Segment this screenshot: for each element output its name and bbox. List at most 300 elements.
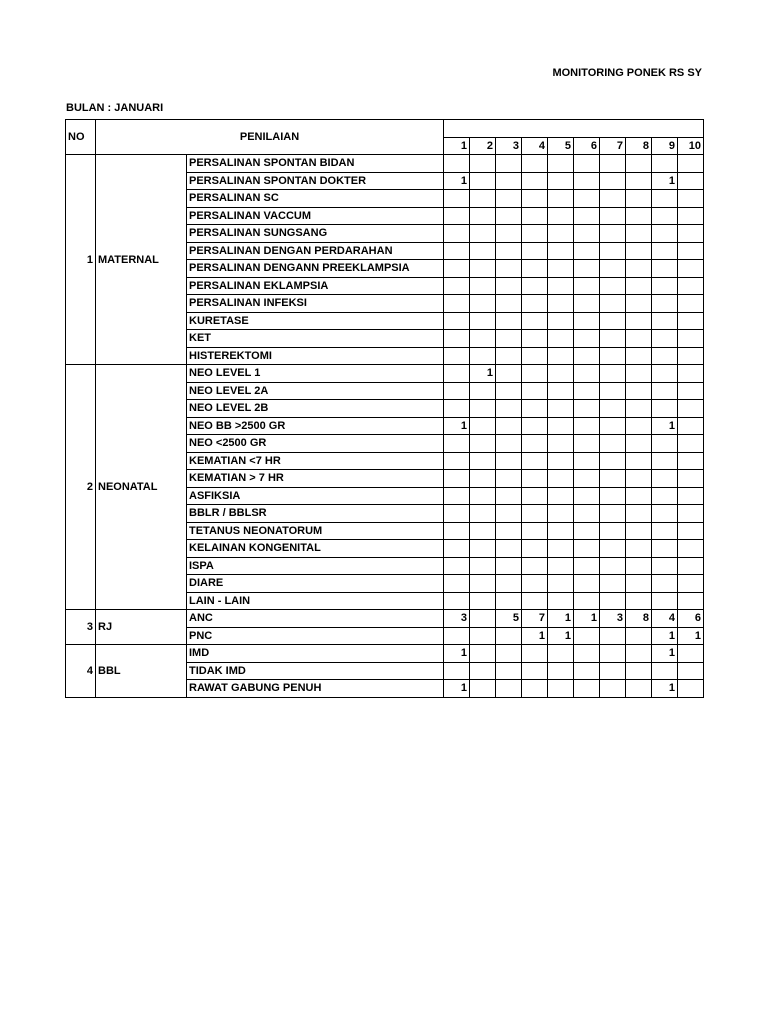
row-label: NEO LEVEL 1 <box>187 365 444 383</box>
value-cell <box>678 242 704 260</box>
value-cell <box>470 260 496 278</box>
row-label: HISTEREKTOMI <box>187 347 444 365</box>
value-cell <box>548 260 574 278</box>
value-cell <box>574 557 600 575</box>
value-cell <box>496 347 522 365</box>
value-cell <box>626 487 652 505</box>
value-cell <box>444 347 470 365</box>
value-cell <box>444 190 470 208</box>
value-cell <box>678 277 704 295</box>
value-cell: 1 <box>444 645 470 663</box>
row-label: KET <box>187 330 444 348</box>
value-cell <box>522 207 548 225</box>
value-cell <box>678 225 704 243</box>
value-cell <box>678 505 704 523</box>
value-cell <box>574 487 600 505</box>
value-cell <box>496 487 522 505</box>
value-cell <box>444 330 470 348</box>
value-cell <box>600 155 626 173</box>
value-cell: 1 <box>548 627 574 645</box>
value-cell <box>574 470 600 488</box>
value-cell <box>548 225 574 243</box>
value-cell <box>548 365 574 383</box>
value-cell: 1 <box>444 417 470 435</box>
day-column-header: 7 <box>600 137 626 155</box>
table-row <box>66 365 704 383</box>
value-cell: 1 <box>652 172 678 190</box>
value-cell <box>652 400 678 418</box>
value-cell <box>626 627 652 645</box>
value-cell <box>444 522 470 540</box>
value-cell <box>444 540 470 558</box>
group-number: 3 <box>66 610 96 645</box>
value-cell <box>652 365 678 383</box>
value-cell <box>522 470 548 488</box>
value-cell <box>522 452 548 470</box>
value-cell <box>496 155 522 173</box>
row-label: RAWAT GABUNG PENUH <box>187 680 444 698</box>
value-cell <box>678 470 704 488</box>
value-cell <box>444 575 470 593</box>
value-cell <box>470 277 496 295</box>
value-cell <box>522 557 548 575</box>
value-cell <box>678 190 704 208</box>
value-cell: 1 <box>574 610 600 628</box>
value-cell <box>678 155 704 173</box>
value-cell <box>678 417 704 435</box>
value-cell <box>626 400 652 418</box>
value-cell <box>548 540 574 558</box>
value-cell <box>522 540 548 558</box>
value-cell <box>626 522 652 540</box>
value-cell <box>496 627 522 645</box>
value-cell: 7 <box>522 610 548 628</box>
value-cell <box>444 662 470 680</box>
value-cell <box>574 172 600 190</box>
value-cell <box>470 382 496 400</box>
table-row <box>66 610 704 628</box>
value-cell <box>678 680 704 698</box>
value-cell <box>574 540 600 558</box>
value-cell <box>522 382 548 400</box>
value-cell <box>548 575 574 593</box>
value-cell <box>652 155 678 173</box>
value-cell: 1 <box>652 680 678 698</box>
value-cell <box>496 557 522 575</box>
value-cell <box>600 347 626 365</box>
value-cell <box>574 505 600 523</box>
value-cell <box>600 207 626 225</box>
value-cell <box>652 522 678 540</box>
group-number: 1 <box>66 155 96 365</box>
value-cell <box>470 435 496 453</box>
value-cell <box>522 487 548 505</box>
value-cell <box>626 207 652 225</box>
value-cell <box>678 365 704 383</box>
monitoring-table <box>65 119 704 698</box>
value-cell <box>574 645 600 663</box>
row-label: NEO BB >2500 GR <box>187 417 444 435</box>
row-label: KELAINAN KONGENITAL <box>187 540 444 558</box>
value-cell <box>470 242 496 260</box>
value-cell <box>600 417 626 435</box>
value-cell <box>522 435 548 453</box>
value-cell <box>600 627 626 645</box>
value-cell <box>678 400 704 418</box>
value-cell <box>600 277 626 295</box>
row-label: PERSALINAN DENGAN PERDARAHAN <box>187 242 444 260</box>
day-column-header: 9 <box>652 137 678 155</box>
value-cell <box>470 312 496 330</box>
value-cell <box>470 627 496 645</box>
value-cell <box>496 662 522 680</box>
value-cell <box>626 592 652 610</box>
value-cell <box>522 242 548 260</box>
day-column-header: 2 <box>470 137 496 155</box>
value-cell <box>496 242 522 260</box>
value-cell <box>574 347 600 365</box>
value-cell <box>652 662 678 680</box>
value-cell <box>496 207 522 225</box>
value-cell: 1 <box>522 627 548 645</box>
value-cell <box>574 242 600 260</box>
value-cell <box>574 155 600 173</box>
value-cell <box>548 330 574 348</box>
value-cell: 1 <box>652 627 678 645</box>
value-cell <box>496 312 522 330</box>
value-cell <box>600 190 626 208</box>
value-cell <box>548 347 574 365</box>
value-cell <box>444 470 470 488</box>
value-cell <box>470 400 496 418</box>
row-label: NEO LEVEL 2A <box>187 382 444 400</box>
value-cell <box>652 260 678 278</box>
value-cell: 1 <box>548 610 574 628</box>
row-label: BBLR / BBLSR <box>187 505 444 523</box>
value-cell <box>574 382 600 400</box>
value-cell <box>600 645 626 663</box>
value-cell <box>496 470 522 488</box>
column-header-penilaian: PENILAIAN <box>96 120 444 155</box>
value-cell <box>522 662 548 680</box>
value-cell <box>574 417 600 435</box>
value-cell <box>600 312 626 330</box>
column-header-no: NO <box>66 120 96 155</box>
value-cell: 1 <box>678 627 704 645</box>
value-cell <box>600 452 626 470</box>
value-cell <box>522 347 548 365</box>
value-cell <box>470 452 496 470</box>
value-cell <box>496 575 522 593</box>
value-cell: 3 <box>444 610 470 628</box>
value-cell <box>522 592 548 610</box>
value-cell <box>522 417 548 435</box>
value-cell <box>678 435 704 453</box>
value-cell <box>444 627 470 645</box>
value-cell <box>626 680 652 698</box>
value-cell <box>522 522 548 540</box>
day-header-band <box>444 120 704 138</box>
value-cell <box>626 382 652 400</box>
value-cell <box>496 540 522 558</box>
value-cell <box>600 400 626 418</box>
value-cell <box>678 540 704 558</box>
value-cell <box>626 190 652 208</box>
value-cell <box>678 592 704 610</box>
value-cell <box>652 540 678 558</box>
value-cell: 4 <box>652 610 678 628</box>
value-cell <box>444 592 470 610</box>
value-cell <box>652 347 678 365</box>
row-label: NEO LEVEL 2B <box>187 400 444 418</box>
value-cell <box>652 470 678 488</box>
value-cell <box>626 540 652 558</box>
value-cell <box>574 260 600 278</box>
value-cell <box>626 557 652 575</box>
value-cell <box>600 242 626 260</box>
value-cell <box>548 417 574 435</box>
value-cell <box>678 487 704 505</box>
value-cell <box>678 645 704 663</box>
value-cell <box>626 417 652 435</box>
value-cell <box>496 400 522 418</box>
value-cell <box>522 400 548 418</box>
row-label: KEMATIAN <7 HR <box>187 452 444 470</box>
value-cell <box>652 575 678 593</box>
value-cell <box>548 592 574 610</box>
value-cell <box>600 382 626 400</box>
value-cell <box>574 680 600 698</box>
value-cell <box>444 225 470 243</box>
value-cell <box>626 172 652 190</box>
value-cell <box>626 347 652 365</box>
row-label: NEO <2500 GR <box>187 435 444 453</box>
value-cell <box>626 277 652 295</box>
value-cell <box>626 260 652 278</box>
value-cell <box>522 645 548 663</box>
value-cell <box>470 575 496 593</box>
value-cell <box>600 592 626 610</box>
value-cell <box>496 260 522 278</box>
value-cell <box>600 295 626 313</box>
value-cell <box>496 277 522 295</box>
value-cell <box>444 312 470 330</box>
value-cell <box>496 225 522 243</box>
value-cell <box>678 575 704 593</box>
row-label: ASFIKSIA <box>187 487 444 505</box>
value-cell <box>626 470 652 488</box>
table-body <box>66 120 704 698</box>
value-cell <box>678 452 704 470</box>
value-cell: 5 <box>496 610 522 628</box>
value-cell <box>652 382 678 400</box>
day-column-header: 1 <box>444 137 470 155</box>
day-column-header: 6 <box>574 137 600 155</box>
value-cell <box>522 155 548 173</box>
row-label: KURETASE <box>187 312 444 330</box>
value-cell <box>522 277 548 295</box>
value-cell <box>444 207 470 225</box>
value-cell <box>626 365 652 383</box>
value-cell <box>444 277 470 295</box>
value-cell <box>444 435 470 453</box>
value-cell <box>678 557 704 575</box>
value-cell <box>548 505 574 523</box>
value-cell <box>600 470 626 488</box>
value-cell <box>496 417 522 435</box>
value-cell <box>522 312 548 330</box>
value-cell <box>600 435 626 453</box>
group-name: MATERNAL <box>96 155 187 365</box>
value-cell <box>600 680 626 698</box>
value-cell <box>600 505 626 523</box>
value-cell <box>574 575 600 593</box>
value-cell <box>652 225 678 243</box>
value-cell <box>444 557 470 575</box>
value-cell <box>444 382 470 400</box>
value-cell <box>574 522 600 540</box>
day-column-header: 10 <box>678 137 704 155</box>
table-row <box>66 645 704 663</box>
value-cell <box>522 575 548 593</box>
value-cell <box>600 557 626 575</box>
value-cell <box>600 330 626 348</box>
value-cell <box>470 662 496 680</box>
value-cell <box>678 312 704 330</box>
value-cell <box>574 627 600 645</box>
value-cell <box>574 207 600 225</box>
value-cell <box>678 172 704 190</box>
value-cell <box>470 557 496 575</box>
value-cell <box>652 207 678 225</box>
value-cell <box>470 470 496 488</box>
value-cell <box>470 347 496 365</box>
value-cell <box>470 522 496 540</box>
value-cell <box>522 260 548 278</box>
value-cell <box>626 295 652 313</box>
row-label: PERSALINAN SUNGSANG <box>187 225 444 243</box>
value-cell <box>548 242 574 260</box>
value-cell <box>600 540 626 558</box>
value-cell <box>626 662 652 680</box>
value-cell: 6 <box>678 610 704 628</box>
value-cell <box>496 452 522 470</box>
row-label: PERSALINAN SPONTAN DOKTER <box>187 172 444 190</box>
value-cell <box>678 522 704 540</box>
value-cell <box>522 680 548 698</box>
value-cell <box>470 610 496 628</box>
value-cell <box>574 312 600 330</box>
value-cell <box>626 505 652 523</box>
value-cell <box>496 680 522 698</box>
day-column-header: 5 <box>548 137 574 155</box>
value-cell <box>678 662 704 680</box>
value-cell <box>600 365 626 383</box>
value-cell <box>470 155 496 173</box>
value-cell <box>470 540 496 558</box>
day-column-header: 4 <box>522 137 548 155</box>
value-cell <box>678 382 704 400</box>
value-cell <box>548 645 574 663</box>
value-cell <box>574 435 600 453</box>
row-label: KEMATIAN > 7 HR <box>187 470 444 488</box>
month-label: BULAN : JANUARI <box>66 102 164 114</box>
value-cell <box>496 435 522 453</box>
row-label: TETANUS NEONATORUM <box>187 522 444 540</box>
row-label: LAIN - LAIN <box>187 592 444 610</box>
value-cell <box>548 662 574 680</box>
value-cell <box>678 207 704 225</box>
value-cell <box>652 452 678 470</box>
value-cell <box>522 225 548 243</box>
group-name: NEONATAL <box>96 365 187 610</box>
value-cell <box>522 190 548 208</box>
value-cell <box>548 470 574 488</box>
value-cell <box>574 190 600 208</box>
value-cell <box>548 172 574 190</box>
row-label: IMD <box>187 645 444 663</box>
row-label: PERSALINAN INFEKSI <box>187 295 444 313</box>
value-cell <box>522 295 548 313</box>
header-row-top <box>66 120 704 138</box>
row-label: PERSALINAN SC <box>187 190 444 208</box>
value-cell <box>470 295 496 313</box>
value-cell <box>678 295 704 313</box>
value-cell <box>470 225 496 243</box>
value-cell <box>652 312 678 330</box>
value-cell <box>444 487 470 505</box>
value-cell <box>600 575 626 593</box>
day-column-header: 3 <box>496 137 522 155</box>
value-cell <box>496 505 522 523</box>
value-cell <box>496 190 522 208</box>
value-cell <box>652 592 678 610</box>
value-cell <box>626 645 652 663</box>
value-cell <box>574 225 600 243</box>
value-cell: 1 <box>444 680 470 698</box>
group-name: BBL <box>96 645 187 698</box>
value-cell <box>548 312 574 330</box>
value-cell <box>444 452 470 470</box>
value-cell <box>574 330 600 348</box>
value-cell <box>444 400 470 418</box>
value-cell <box>444 155 470 173</box>
value-cell <box>470 417 496 435</box>
value-cell <box>652 487 678 505</box>
value-cell <box>496 330 522 348</box>
value-cell <box>470 505 496 523</box>
value-cell <box>652 277 678 295</box>
value-cell <box>652 557 678 575</box>
value-cell <box>574 277 600 295</box>
row-label: TIDAK IMD <box>187 662 444 680</box>
value-cell <box>626 330 652 348</box>
group-number: 4 <box>66 645 96 698</box>
value-cell <box>574 400 600 418</box>
row-label: PERSALINAN SPONTAN BIDAN <box>187 155 444 173</box>
value-cell <box>470 172 496 190</box>
value-cell <box>652 330 678 348</box>
value-cell: 1 <box>652 417 678 435</box>
value-cell <box>496 172 522 190</box>
value-cell <box>652 190 678 208</box>
value-cell <box>652 505 678 523</box>
value-cell: 3 <box>600 610 626 628</box>
row-label: PERSALINAN VACCUM <box>187 207 444 225</box>
value-cell <box>626 312 652 330</box>
value-cell <box>626 242 652 260</box>
value-cell <box>652 295 678 313</box>
